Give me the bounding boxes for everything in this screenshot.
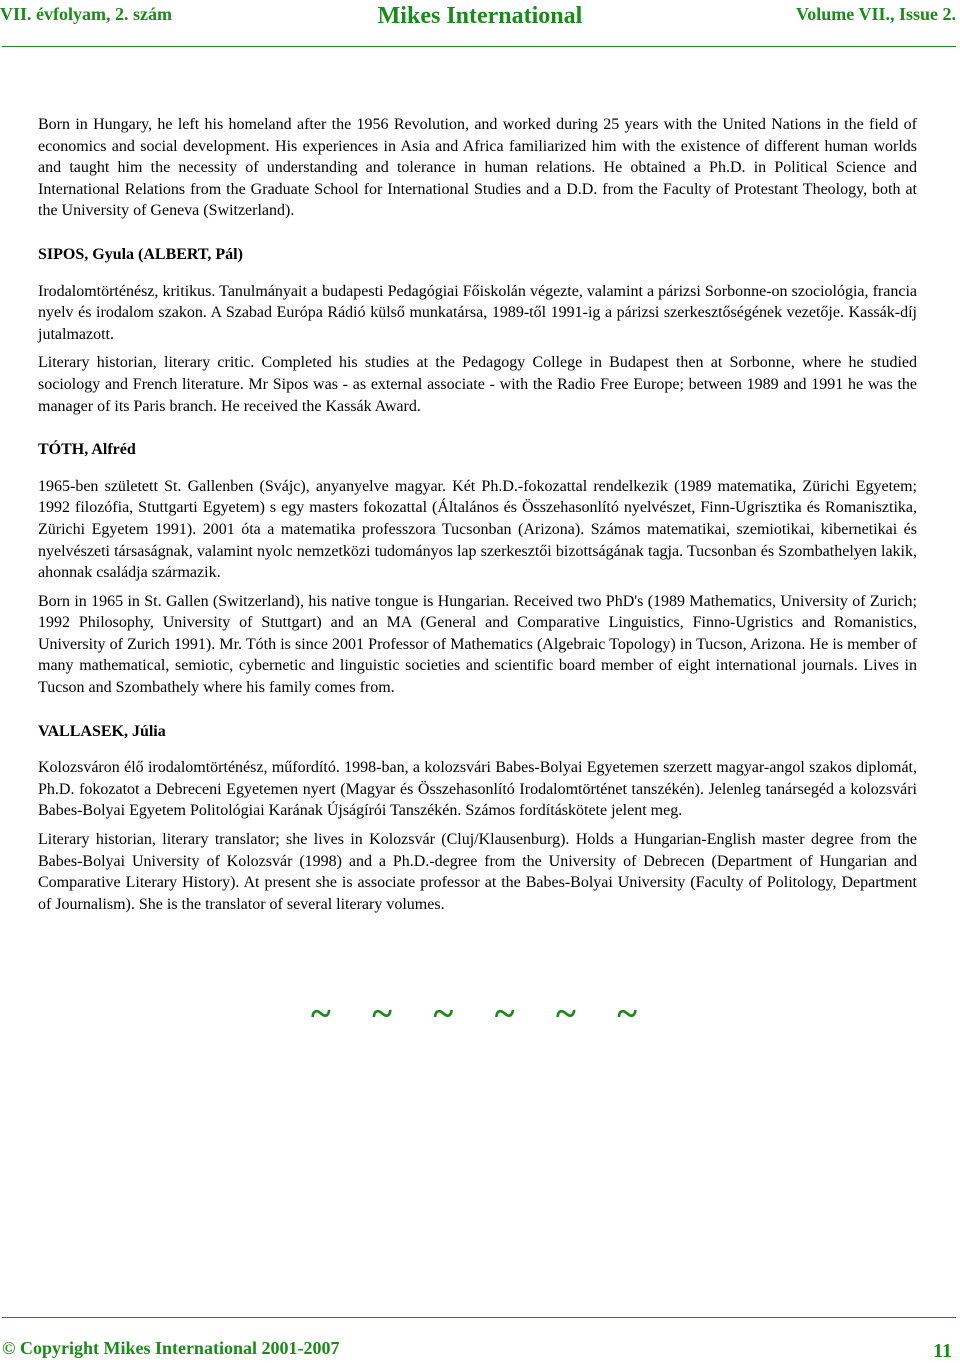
page-header	[0, 0, 960, 60]
article-body	[38, 114, 917, 915]
toth-bio-english: Born in 1965 in St. Gallen (Switzerland), his native tongue is Hungarian. Received two PhD's (1989 Mathematics, University of Zurich; 1992 Philosophy, University of Stuttgart) and an MA (General and Comparative Linguistics, Finno-Ugristics and Romanistics, University of Zurich 1991). Mr. Tóth is since 2001 Professor of Mathematics (Algebraic Topology) in Tucson, Arizona. He is member of many mathematical, semiotic, cybernetic and linguistic societies and scientific board member of eight international journals. Lives in Tucson and Szombathely where his family comes from.	[38, 592, 917, 697]
copyright-notice: © Copyright Mikes International 2001-2007	[2, 1338, 340, 1358]
vallasek-bio-hungarian: Kolozsváron élő irodalomtörténész, műfordító. 1998-ban, a kolozsvári Babes-Bolyai Egyetemen szerzett magyar-angol szakos diplomát, Ph.D. fokozatot a Debreceni Egyetemen nyert (Magyar és Összehasonlító Irodalomtörténet tanszékén). Jelenleg tanársegéd a kolozsvári Babes-Bolyai Egyetem Politológiai Karának Újságírói Tanszékén. Számos fordításkötete jelent meg.	[38, 759, 917, 820]
toth-heading: TÓTH, Alfréd	[38, 441, 136, 459]
issue-label-english: Volume VII., Issue 2.	[795, 4, 956, 24]
sipos-bio-english: Literary historian, literary critic. Completed his studies at the Pedagogy College in Budapest then at Sorbonne, where he studied sociology and French literature. Mr Sipos was - as external associate - with the Radio Free Europe; between 1989 and 1991 he was the manager of its Paris branch. He received the Kassák Award.	[38, 354, 917, 415]
vallasek-bio-english: Literary historian, literary translator; she lives in Kolozsvár (Cluj/Klausenburg). Holds a Hungarian-English master degree from the Babes-Bolyai University of Kolozsvár (1998) and a Ph.D.-degree from the University of Debrecen (Department of Hungarian and Comparative Literary History). At present she is associate professor at the Babes-Bolyai University (Faculty of Politology, Department of Journalism). She is the translator of several literary volumes.	[38, 831, 917, 913]
header-divider	[2, 46, 956, 47]
vallasek-heading: VALLASEK, Júlia	[38, 722, 166, 740]
toth-bio-hungarian: 1965-ben született St. Gallenben (Svájc), anyanyelve magyar. Két Ph.D.-fokozattal rendelkezik (1989 matematika, Zürichi Egyetem; 1992 filozófia, Stuttgarti Egyetem) s egy masters fokozattal (Általános és Összehasonlító nyelvészet, Finn-Ugrisztika és Romanisztika, Zürichi Egyetem 1991). 2001 óta a matematika professzora Tucsonban (Arizona). Számos matematikai, szemiotikai, kibernetikai és nyelvészeti társaságnak, valamint nyolc nemzetközi tudományos lap szerkesztői bizottságának tagja. Tucsonban és Szombathelyen lakik, ahonnak családja származik.	[38, 477, 917, 582]
journal-title: Mikes International	[377, 3, 583, 29]
footer-divider	[2, 1317, 956, 1318]
sipos-bio-hungarian: Irodalomtörténész, kritikus. Tanulmányait a budapesti Pedagógiai Főiskolán végezte, valamint a párizsi Sorbonne-on szociológia, francia nyelv és irodalom szakon. A Szabad Európa Rádió külső munkatársa, 1989-től 1991-ig a párizsi szerkesztőségének vezetője. Kassák-díj jutalmazott.	[38, 282, 917, 343]
section-separator: ~ ~ ~ ~ ~ ~	[310, 993, 650, 1035]
page-number: 11	[933, 1340, 952, 1362]
issue-label-hungarian: VII. évfolyam, 2. szám	[0, 4, 172, 24]
intro-paragraph: Born in Hungary, he left his homeland after the 1956 Revolution, and worked during 25 years with the United Nations in the field of economics and social development. His experiences in Asia and Africa familiarized him with the existence of different human worlds and taught him the necessity of understanding and tolerance in human relations. He obtained a Ph.D. in Political Science and International Relations from the Graduate School for International Studies and a D.D. from the Faculty of Protestant Theology, both at the University of Geneva (Switzerland).	[38, 116, 917, 220]
sipos-heading: SIPOS, Gyula (ALBERT, Pál)	[38, 245, 243, 263]
